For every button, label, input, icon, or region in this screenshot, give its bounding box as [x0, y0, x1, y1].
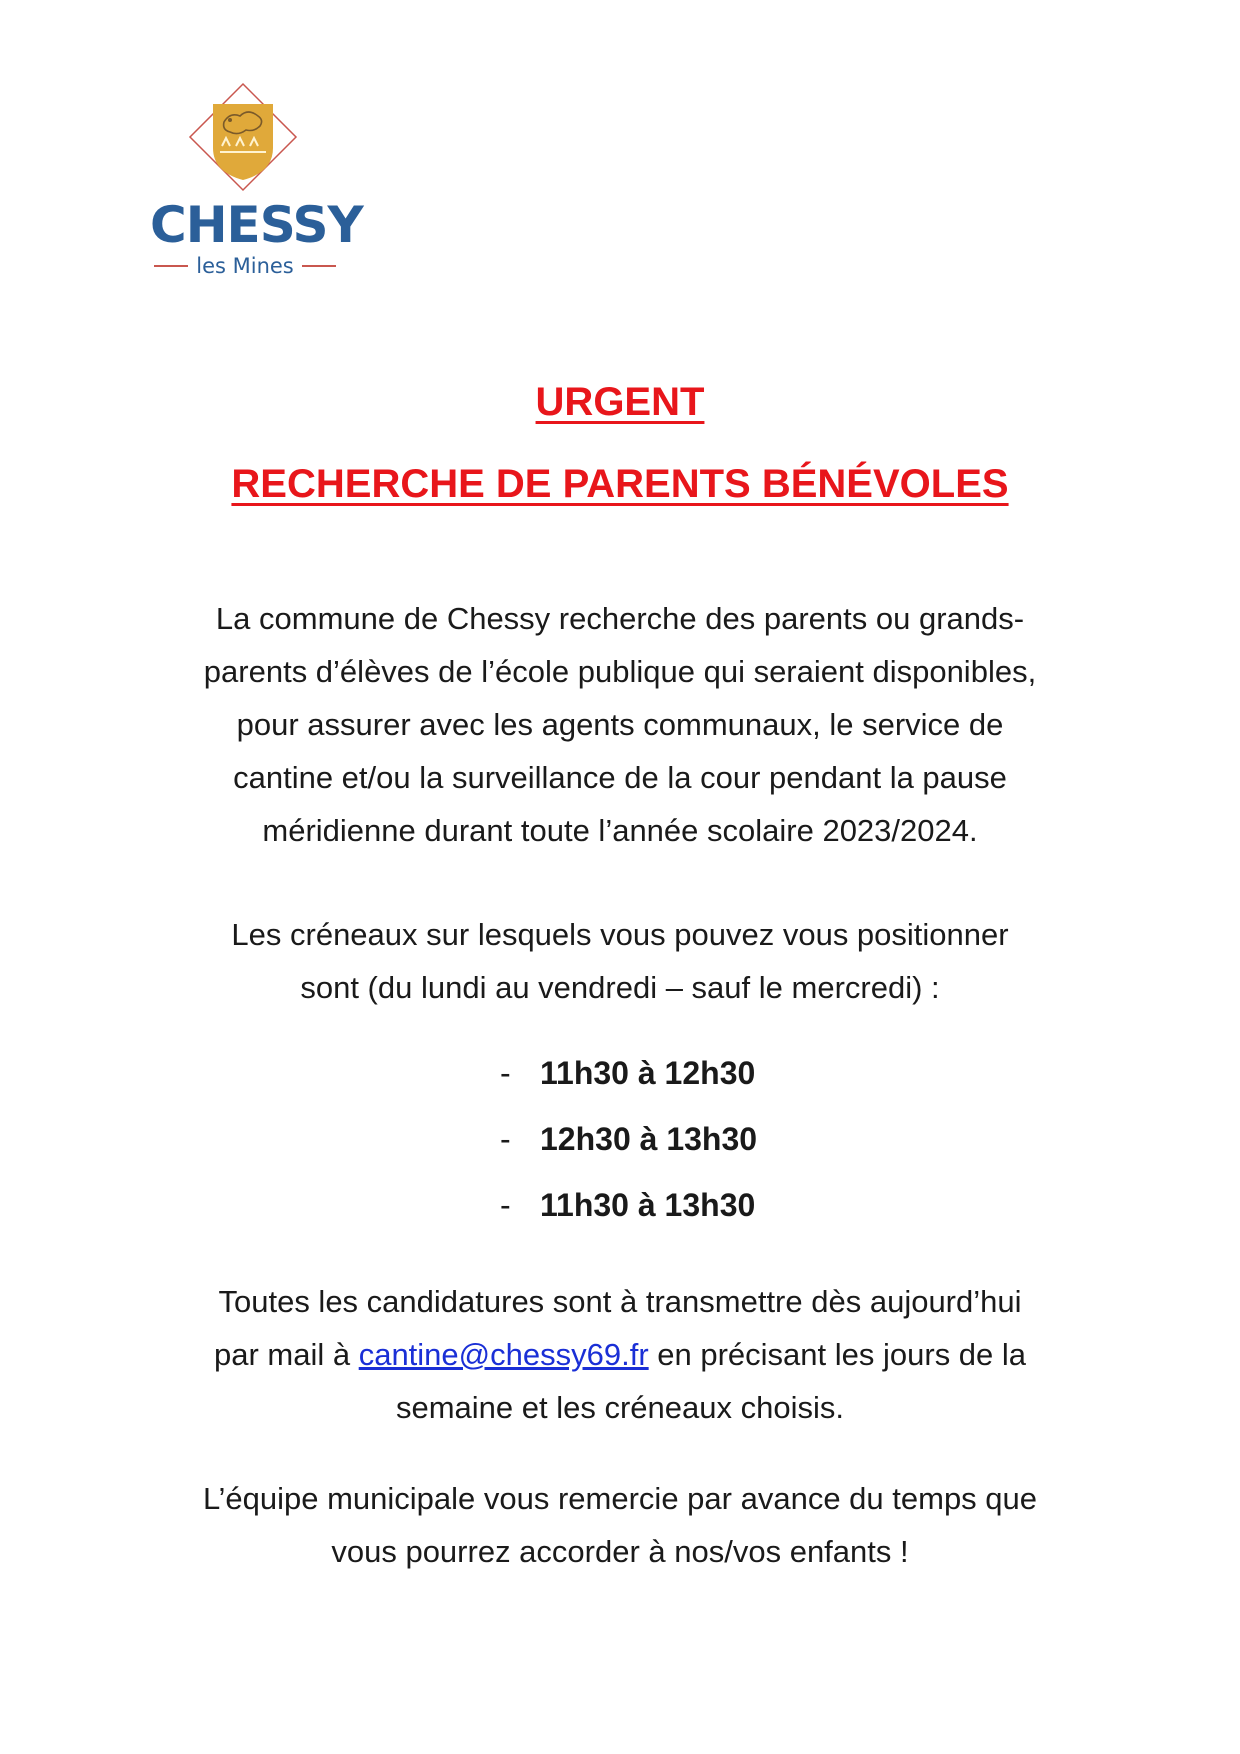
logo-subtitle: [150, 254, 340, 278]
intro-line-5: méridienne durant toute l’année scolaire 2023/2024.: [262, 813, 978, 848]
logo-subtitle-text: les Mines: [196, 254, 294, 278]
intro-line-4: cantine et/ou la surveillance de la cour pendant la pause: [233, 760, 1007, 795]
intro-line-1: La commune de Chessy recherche des parents ou grands-: [215, 601, 1025, 636]
thanks-line-2: vous pourrez accorder à nos/vos enfants !: [331, 1534, 909, 1569]
application-line-2-after: en précisant les jours de la: [648, 1337, 1027, 1372]
schedule-intro-line-2: sont (du lundi au vendredi – sauf le mercredi) :: [300, 970, 940, 1005]
thanks-line-1: L’équipe municipale vous remercie par avance du temps que: [202, 1481, 1038, 1516]
time-slot: [500, 1172, 900, 1238]
slot-time: 11h30 à 12h30: [540, 1054, 756, 1091]
email-link[interactable]: cantine@chessy69.fr: [358, 1337, 649, 1372]
slot-bullet: -: [500, 1054, 511, 1091]
logo-divider-right: [302, 265, 336, 267]
slot-bullet: -: [500, 1186, 511, 1223]
schedule-intro-line-1: Les créneaux sur lesquels vous pouvez vous positionner: [231, 917, 1009, 952]
headline-urgent: URGENT: [535, 380, 705, 424]
logo-divider-left: [154, 265, 188, 267]
intro-paragraph: [140, 592, 1100, 857]
thanks-paragraph: [140, 1472, 1100, 1578]
time-slot: [500, 1040, 900, 1106]
application-paragraph: [140, 1275, 1100, 1434]
logo-name: CHESSY: [150, 196, 363, 254]
chessy-logo: [150, 82, 363, 282]
application-line-2: [140, 1328, 1100, 1381]
intro-line-3: pour assurer avec les agents communaux, le service de: [236, 707, 1004, 742]
time-slot-list: [500, 1040, 900, 1238]
slot-time: 12h30 à 13h30: [540, 1120, 758, 1157]
application-line-1: Toutes les candidatures sont à transmettre dès aujourd’hui: [218, 1284, 1022, 1319]
slot-time: 11h30 à 13h30: [540, 1186, 756, 1223]
schedule-intro: [140, 908, 1100, 1014]
time-slot: [500, 1106, 900, 1172]
intro-line-2: parents d’élèves de l’école publique qui seraient disponibles,: [203, 654, 1037, 689]
application-line-3: semaine et les créneaux choisis.: [395, 1390, 844, 1425]
application-line-2-before: par mail à: [213, 1337, 359, 1372]
coat-of-arms-icon: [188, 82, 298, 194]
slot-bullet: -: [500, 1120, 511, 1157]
headline-volunteers: RECHERCHE DE PARENTS BÉNÉVOLES: [231, 462, 1009, 506]
